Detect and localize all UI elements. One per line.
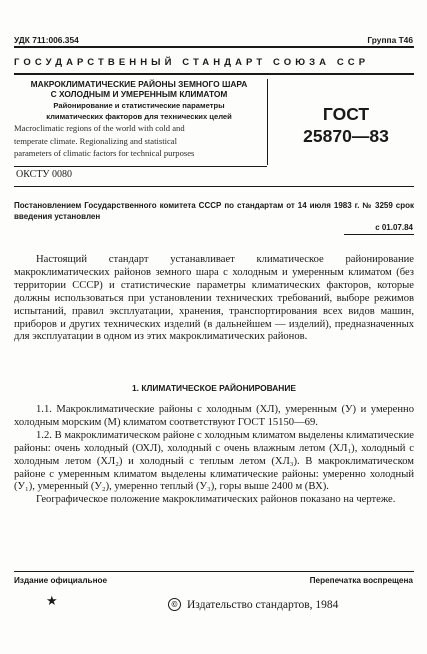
- title-en-line-1: Macroclimatic regions of the world with cold and: [14, 123, 185, 133]
- official-edition: Издание официальное: [14, 576, 108, 585]
- group-code: Группа Т46: [367, 35, 413, 45]
- udk-code: УДК 711:006.354: [14, 35, 79, 45]
- gost-designation: [276, 103, 416, 147]
- title-block: [14, 79, 264, 159]
- clause-1-1: 1.1. Макроклиматические районы с холодным (ХЛ), умеренным (У) и умеренно холодным морским (М) климатом соответствуют ГОСТ 15150—69.: [14, 404, 414, 428]
- gost-number: 25870—83: [303, 126, 389, 146]
- star-icon: ★: [46, 593, 58, 608]
- decree-rule: [14, 186, 414, 187]
- date-underline: [344, 234, 414, 235]
- gost-label: ГОСТ: [322, 104, 370, 124]
- title-en-line-2: temperate climate. Regionalizing and statistical: [14, 135, 177, 146]
- subtitle-ru-line-1: Районирование и статистические параметры: [53, 101, 225, 110]
- reprint-forbidden: Перепечатка воспрещена: [309, 576, 413, 585]
- okstu-rule: [14, 166, 267, 167]
- title-ru-line-1: МАКРОКЛИМАТИЧЕСКИЕ РАЙОНЫ ЗЕМНОГО ШАРА: [30, 79, 248, 89]
- title-divider: [267, 79, 268, 165]
- top-rule: [14, 46, 414, 48]
- header-rule: [14, 73, 414, 75]
- footer-rule: [14, 571, 414, 572]
- standard-header: ГОСУДАРСТВЕННЫЙ СТАНДАРТ СОЮЗА ССР: [14, 57, 370, 68]
- okstu-code: ОКСТУ 0080: [16, 169, 73, 180]
- section-body: [14, 404, 414, 507]
- section-title: 1. КЛИМАТИЧЕСКОЕ РАЙОНИРОВАНИЕ: [132, 383, 296, 393]
- intro-block: [14, 254, 414, 344]
- decree-text: Постановлением Государственного комитета СССР по стандартам от 14 июля 1983 г. № 3259 срок введения установлен: [14, 201, 414, 221]
- effective-date: с 01.07.84: [375, 223, 413, 232]
- copyright-line: [168, 598, 338, 611]
- title-ru-line-2: С ХОЛОДНЫМ И УМЕРЕННЫМ КЛИМАТОМ: [50, 89, 228, 99]
- copyright-text: Издательство стандартов, 1984: [187, 598, 339, 611]
- clause-1-2: 1.2. В макроклиматическом районе с холодным климатом выделены климатические районы: очень холодный (ОХЛ), холодный с очень влажным летом (ХЛ₁), холодный с холодным летом (ХЛ₂) и холодный с теплым летом (ХЛ₃). В макроклиматическом районе с умеренным климатом выделены климатические районы: умеренно холодный (У₁), умеренный (У₂), умеренно теплый (У₃), горы выше 2400 м (ВХ).: [14, 429, 414, 493]
- title-en-line-3: parameters of climatic factors for technical purposes: [14, 148, 195, 158]
- copyright-icon: ©: [168, 598, 181, 611]
- subtitle-ru-line-2: климатических факторов для технических целей: [46, 112, 232, 121]
- intro-paragraph: Настоящий стандарт устанавливает климатическое районирование макроклиматических районов земного шара с холодным и умеренным климатом (без территории СССР) и статистические параметры климатических факторов, которые должны использоваться при установлении технических требований, выборе режимов испытаний, правил эксплуатации, хранения, транспортирования всех видов машин, приборов и других технических изделий (в дальнейшем — изделий), предназначенных для эксплуатации в одном из этих макроклиматических районов.: [14, 254, 414, 343]
- geo-paragraph: Географическое положение макроклиматических районов показано на чертеже.: [36, 494, 396, 506]
